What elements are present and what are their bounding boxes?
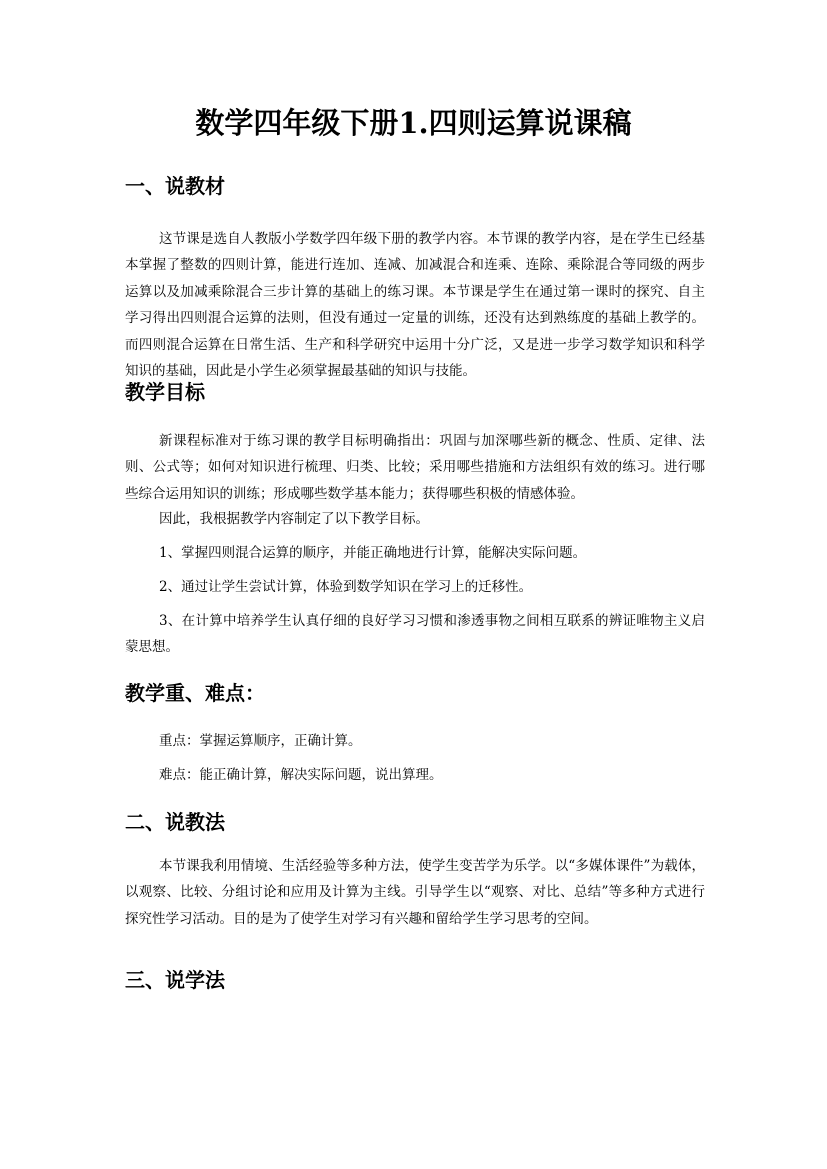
goal-item-1: 1、掌握四则混合运算的顺序，并能正确地进行计算，能解决实际问题。 [159,545,587,561]
paragraph-goals-intro: 因此，我根据教学内容制定了以下教学目标。 [159,511,429,527]
goal-item-2: 2、通过让学生尝试计算，体验到数学知识在学习上的迁移性。 [159,579,533,595]
section-heading-teaching-goals: 教学目标 [125,380,205,404]
difficult-point: 难点：能正确计算，解决实际问题，说出算理。 [159,767,443,783]
paragraph-goals-standard: 新课程标准对于练习课的教学目标明确指出：巩固与加深哪些新的概念、性质、定律、法则、公式等；如何对知识进行梳理、归类、比较；采用哪些措施和方法组织有效的练习。进行哪些综合运用知识的训练；形成哪些数学基本能力；获得哪些积极的情感体验。 [125,433,705,502]
key-point: 重点：掌握运算顺序，正确计算。 [159,733,362,749]
section-heading-teaching-method: 二、说教法 [125,810,225,834]
section-heading-teaching-material: 一、说教材 [125,174,225,198]
goal-item-3: 3、在计算中培养学生认真仔细的良好学习习惯和渗透事物之间相互联系的辨证唯物主义启蒙思想。 [125,613,705,656]
section-heading-key-points: 教学重、难点： [125,681,265,705]
section-heading-learning-method: 三、说学法 [125,968,225,992]
paragraph-teaching-material: 这节课是选自人教版小学数学四年级下册的教学内容。本节课的教学内容，是在学生已经基本掌握了整数的四则计算，能进行连加、连减、加减混合和连乘、连除、乘除混合等同级的两步运算以及加减乘除混合三步计算的基础上的练习课。本节课是学生在通过第一课时的探究、自主学习得出四则混合运算的法则，但没有通过一定量的训练，还没有达到熟练度的基础上教学的。而四则混合运算在日常生活、生产和科学研究中运用十分广泛，又是进一步学习数学知识和科学知识的基础，因此是小学生必须掌握最基础的知识与技能。 [125,231,705,380]
page-title: 数学四年级下册1.四则运算说课稿 [195,106,632,140]
paragraph-teaching-method: 本节课我利用情境、生活经验等多种方法，使学生变苦学为乐学。以“多媒体课件”为载体，以观察、比较、分组讨论和应用及计算为主线。引导学生以“观察、对比、总结”等多种方式进行探究性学习活动。目的是为了使学生对学习有兴趣和留给学生学习思考的空间。 [125,858,705,927]
